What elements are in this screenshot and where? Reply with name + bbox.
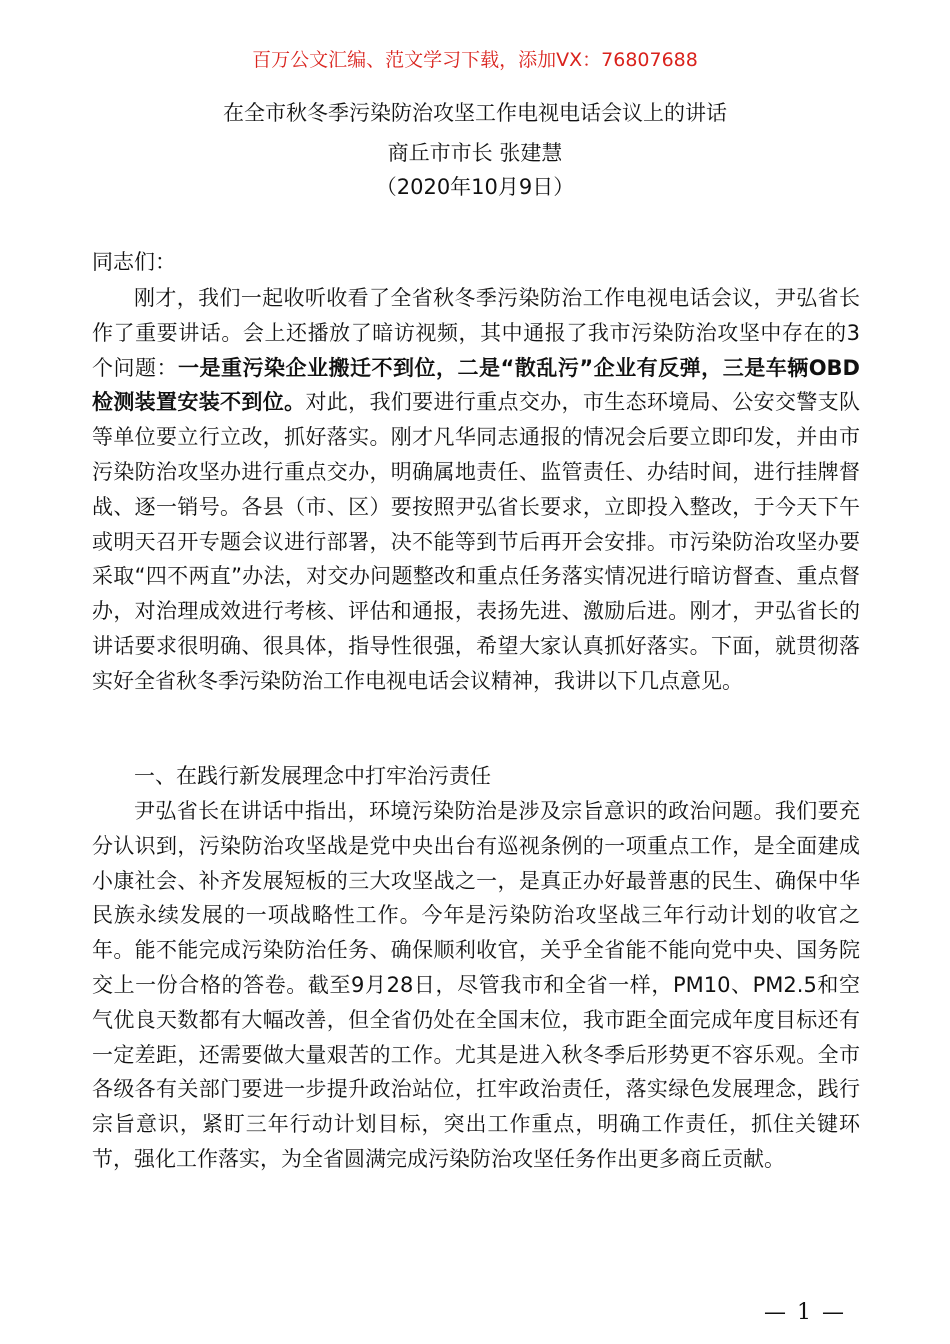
speech-title: 在全市秋冬季污染防治攻坚工作电视电话会议上的讲话 — [223, 101, 727, 125]
paragraph-intro — [92, 281, 860, 699]
paragraph-intro-bold-problems: 一是重污染企业搬迁不到位，二是“散乱污”企业有反弹，三是车辆OBD检测装置安装不到位。 — [92, 355, 860, 415]
promo-banner: 百万公文汇编、范文学习下载，添加VX：76807688 — [252, 49, 698, 71]
paragraph-intro-rest: 对此，我们要进行重点交办，市生态环境局、公安交警支队等单位要立行立改，抓好落实。刚才凡华同志通报的情况会后要立即印发，并由市污染防治攻坚办进行重点交办，明确属地责任、监管责任、办结时间，进行挂牌督战、逐一销号。各县（市、区）要按照尹弘省长要求，立即投入整改，于今天下午或明天召开专题会议进行部署，决不能等到节后再开会安排。市污染防治攻坚办要采取“四不两直”办法，对交办问题整改和重点任务落实情况进行暗访督查、重点督办，对治理成效进行考核、评估和通报，表扬先进、激励后进。刚才，尹弘省长的讲话要求很明确、很具体，指导性很强，希望大家认真抓好落实。下面，就贯彻落实好全省秋冬季污染防治工作电视电话会议精神，我讲以下几点意见。 — [92, 390, 861, 693]
speaker-line: 商丘市市长 张建慧 — [387, 141, 563, 165]
salutation: 同志们： — [92, 250, 176, 274]
section-heading-1: 一、在践行新发展理念中打牢治污责任 — [134, 764, 491, 788]
speech-date: （2020年10月9日） — [375, 175, 575, 199]
paragraph-section-1: 尹弘省长在讲话中指出，环境污染防治是涉及宗旨意识的政治问题。我们要充分认识到，污染防治攻坚战是党中央出台有巡视条例的一项重点工作，是全面建成小康社会、补齐发展短板的三大攻坚战之一，是真正办好最普惠的民生、确保中华民族永续发展的一项战略性工作。今年是污染防治攻坚战三年行动计划的收官之年。能不能完成污染防治任务、确保顺利收官，关乎全省能不能向党中央、国务院交上一份合格的答卷。截至9月28日，尽管我市和全省一样，PM10、PM2.5和空气优良天数都有大幅改善，但全省仍处在全国末位，我市距全面完成年度目标还有一定差距，还需要做大量艰苦的工作。尤其是进入秋冬季后形势更不容乐观。全市各级各有关部门要进一步提升政治站位，扛牢政治责任，落实绿色发展理念，践行宗旨意识，紧盯三年行动计划目标，突出工作重点，明确工作责任，抓住关键环节，强化工作落实，为全省圆满完成污染防治攻坚任务作出更多商丘贡献。 — [92, 799, 860, 1171]
page-number: — 1 — — [764, 1300, 846, 1325]
paragraph-intro-lead: 刚才，我们一起收听收看了全省秋冬季污染防治工作电视电话会议，尹弘省长作了重要讲话。会上还播放了暗访视频，其中通报了我市污染防治攻坚中存在的3个问题： — [92, 286, 860, 380]
